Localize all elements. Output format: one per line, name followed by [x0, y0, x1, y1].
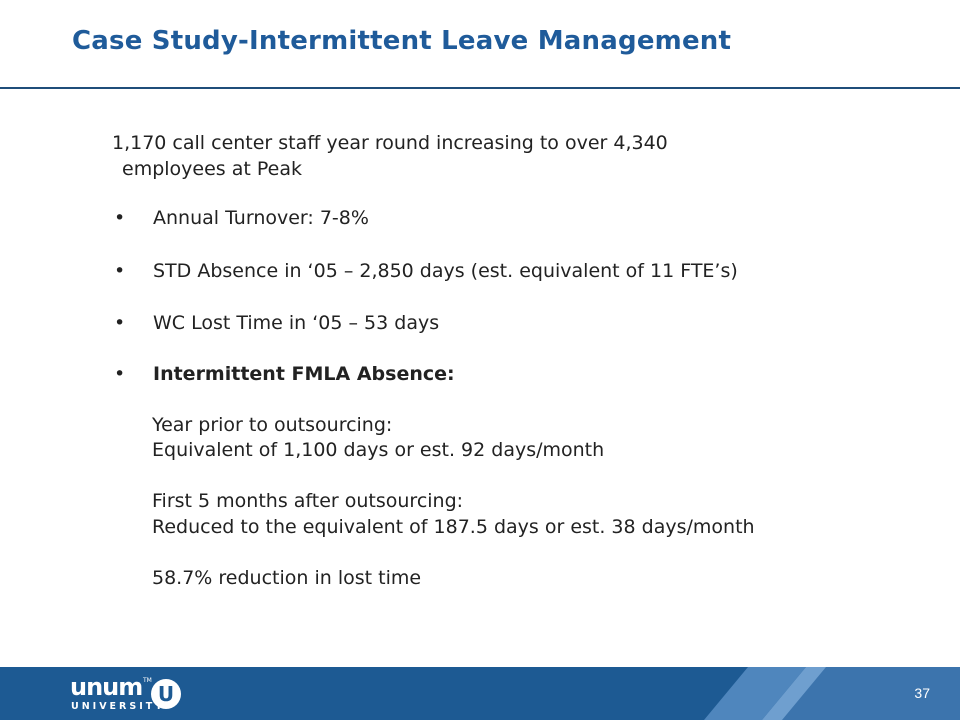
- bullet-fmla-absence: Intermittent FMLA Absence:: [153, 363, 455, 385]
- unum-logo-mark-icon: U: [151, 679, 181, 709]
- bullet-marker: •: [114, 312, 126, 334]
- fmla-prior-detail: Equivalent of 1,100 days or est. 92 days/month: [152, 439, 605, 461]
- bullet-wc-lost-time: WC Lost Time in ‘05 – 53 days: [153, 312, 440, 334]
- bullet-marker: •: [114, 260, 126, 282]
- university-logo-subtext: UNIVERSITY: [71, 701, 166, 712]
- fmla-reduction: 58.7% reduction in lost time: [152, 567, 422, 589]
- bullet-marker: •: [114, 363, 126, 385]
- unum-logo-text: unum: [70, 673, 143, 701]
- fmla-prior-heading: Year prior to outsourcing:: [152, 414, 393, 436]
- bullet-std-absence: STD Absence in ‘05 – 2,850 days (est. equivalent of 11 FTE’s): [153, 260, 738, 282]
- fmla-after-detail: Reduced to the equivalent of 187.5 days or est. 38 days/month: [152, 516, 755, 538]
- footer-bar: [0, 667, 960, 720]
- bullet-annual-turnover: Annual Turnover: 7-8%: [153, 207, 369, 229]
- page-number: 37: [914, 685, 930, 701]
- intro-line-2: employees at Peak: [122, 158, 302, 180]
- intro-line-1: 1,170 call center staff year round increasing to over 4,340: [112, 132, 668, 154]
- bullet-marker: •: [114, 207, 126, 229]
- fmla-after-heading: First 5 months after outsourcing:: [152, 490, 464, 512]
- logo-trademark: TM: [143, 677, 152, 684]
- title-divider: [0, 87, 960, 89]
- slide-title: Case Study-Intermittent Leave Management: [72, 26, 732, 56]
